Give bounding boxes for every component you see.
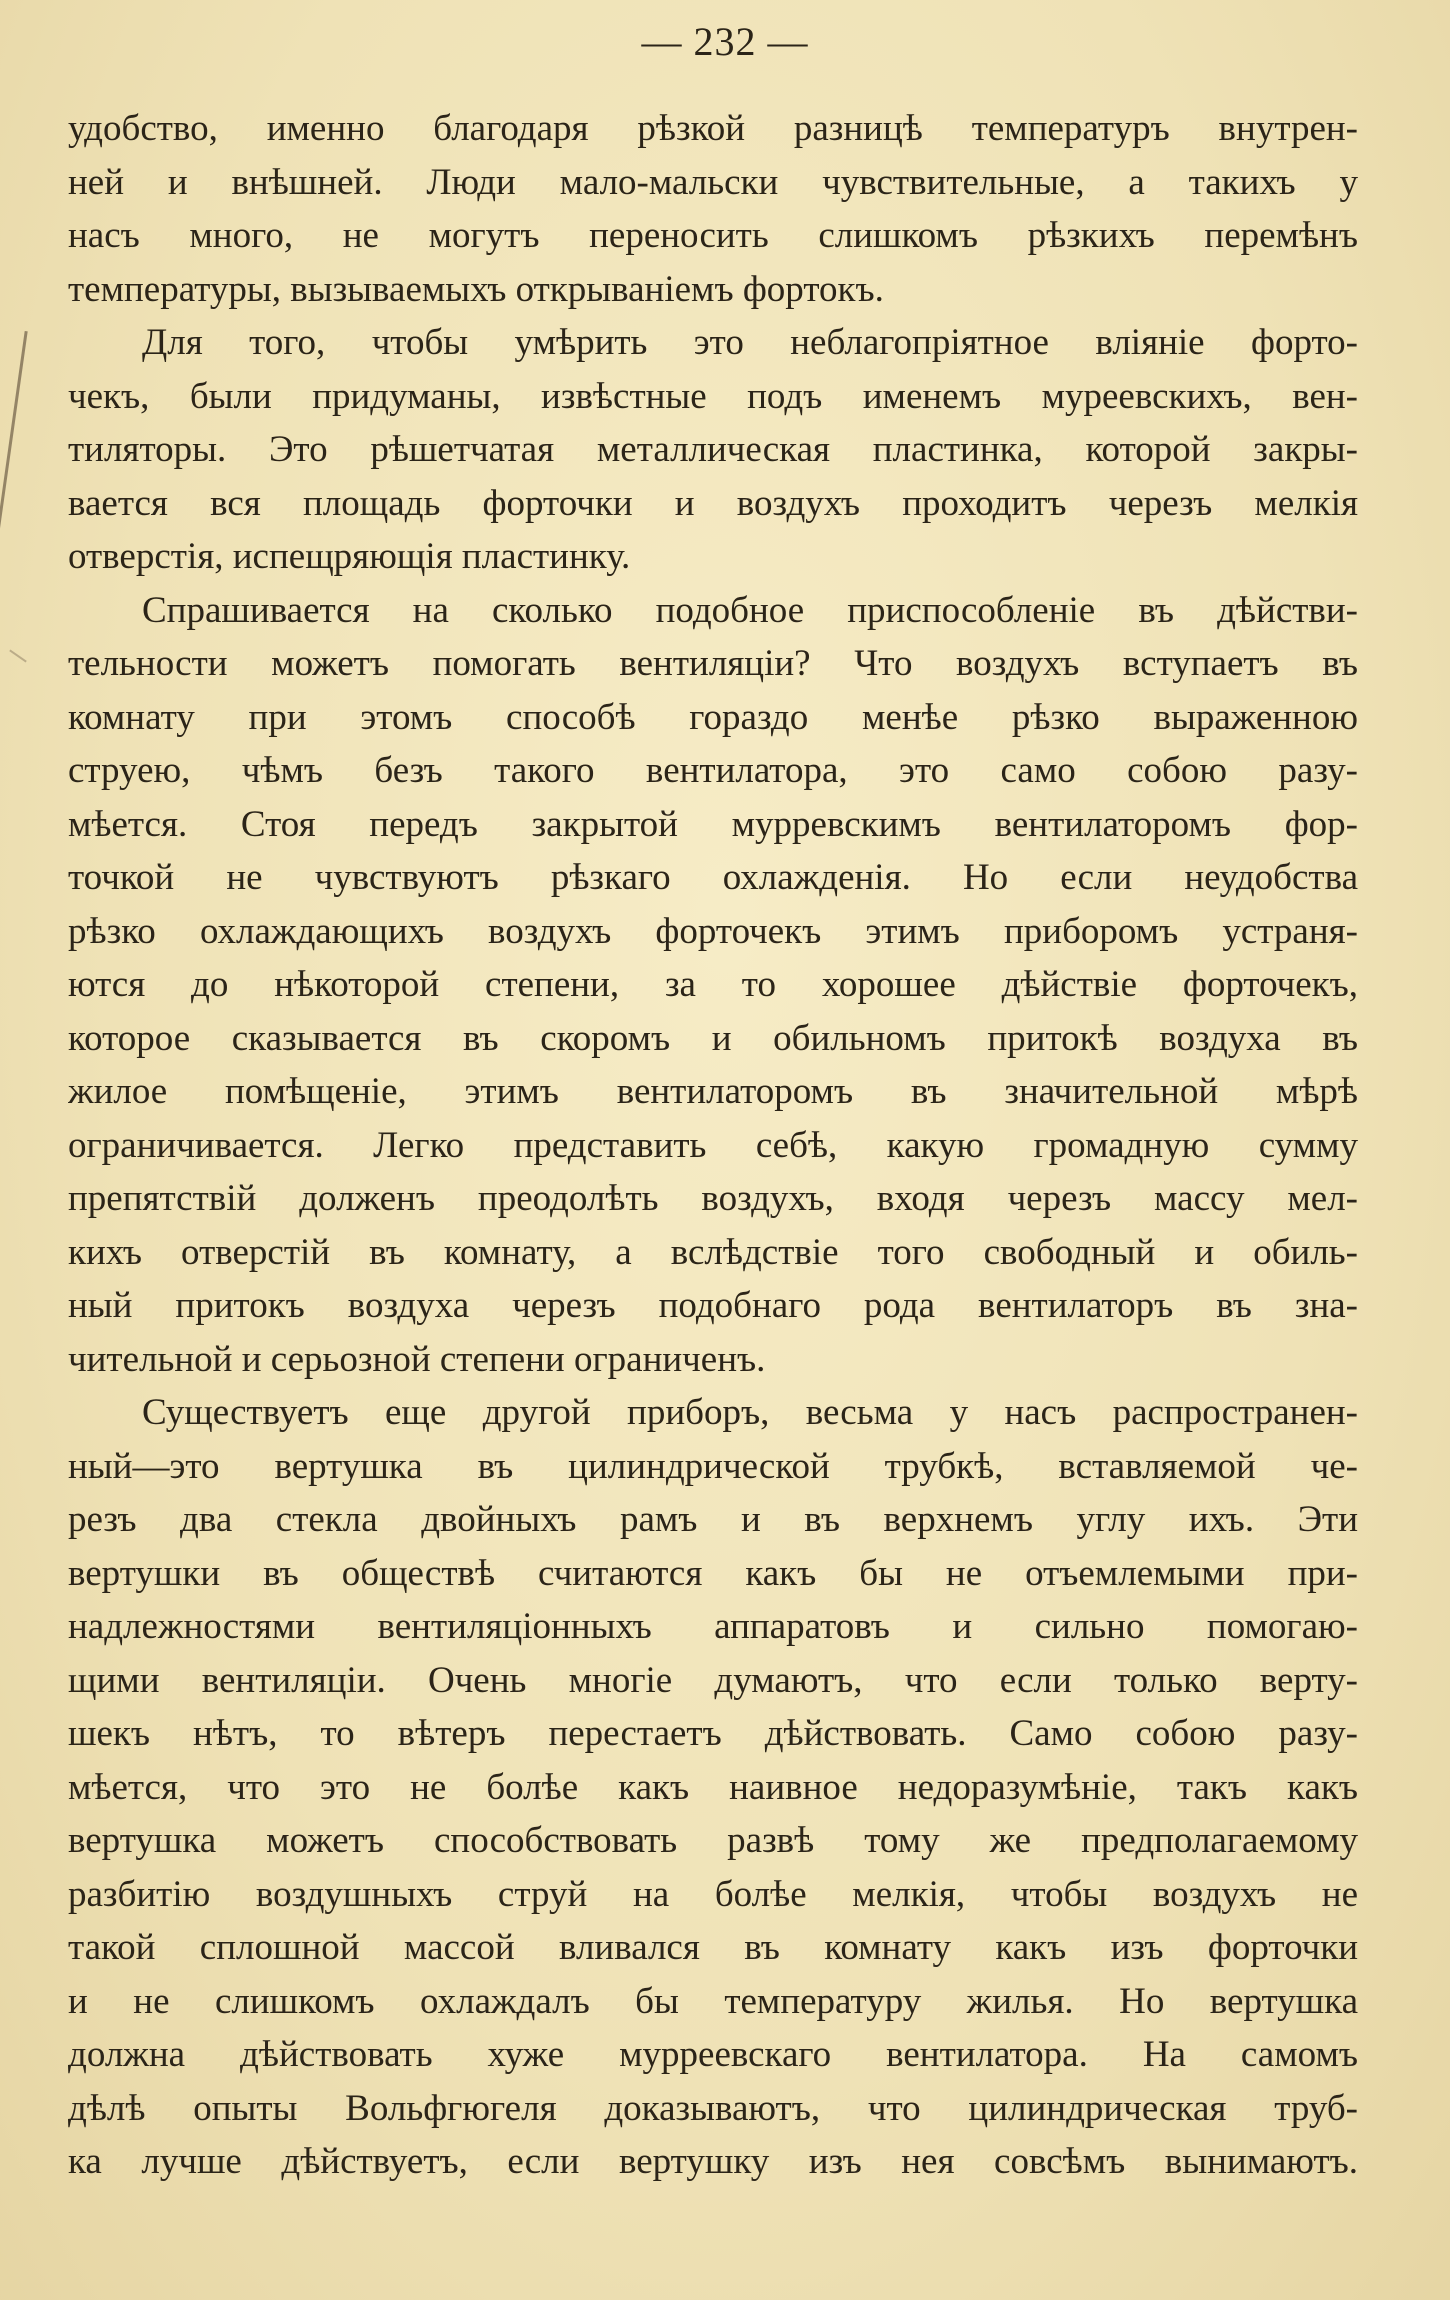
- text-line: ются до нѣкоторой степени, за то хорошее дѣйствіе форточекъ,: [68, 964, 1358, 1005]
- text-line: вается вся площадь форточки и воздухъ проходитъ черезъ мелкія: [68, 482, 1358, 524]
- text-line: кихъ отверстій въ комнату, а вслѣдствіе того свободный и обиль-: [68, 1231, 1358, 1273]
- text-line: отверстія, испещряющія пластинку.: [68, 536, 631, 577]
- text-line: вертушка можетъ способствовать развѣ тому же предполагаемому: [68, 1820, 1358, 1861]
- body-text: [68, 102, 1358, 2189]
- text-line: рѣзко охлаждающихъ воздухъ форточекъ этимъ приборомъ устраня-: [68, 910, 1358, 952]
- margin-tick-mark: [9, 649, 27, 662]
- text-line: Спрашивается на сколько подобное приспособленіе въ дѣйстви-: [142, 589, 1358, 631]
- text-line: мѣется. Стоя передъ закрытой мурревскимъ вентилаторомъ фор-: [68, 803, 1358, 845]
- text-line: и не слишкомъ охлаждалъ бы температуру жилья. Но вертушка: [68, 1980, 1358, 2022]
- text-line: жилое помѣщеніе, этимъ вентилаторомъ въ значительной мѣрѣ: [68, 1071, 1358, 1112]
- text-line: Для того, чтобы умѣрить это неблагопріятное вліяніе форто-: [142, 322, 1358, 363]
- text-line: шекъ нѣтъ, то вѣтеръ перестаетъ дѣйствовать. Само собою разу-: [68, 1713, 1358, 1754]
- text-line: ограничивается. Легко представить себѣ, какую громадную сумму: [68, 1124, 1358, 1166]
- text-line: препятствій долженъ преодолѣть воздухъ, входя черезъ массу мел-: [68, 1178, 1358, 1219]
- text-line: щими вентиляціи. Очень многіе думаютъ, что если только верту-: [68, 1659, 1358, 1701]
- margin-pencil-mark: [0, 331, 28, 569]
- text-line: мѣется, что это не болѣе какъ наивное недоразумѣніе, такъ какъ: [68, 1766, 1358, 1808]
- text-line: ный притокъ воздуха черезъ подобнаго рода вентилаторъ въ зна-: [68, 1285, 1358, 1326]
- text-line: ный—это вертушка въ цилиндрической трубкѣ, вставляемой че-: [68, 1445, 1358, 1487]
- text-line: удобство, именно благодаря рѣзкой разницѣ температуръ внутрен-: [68, 108, 1358, 149]
- text-line: насъ много, не могутъ переносить слишкомъ рѣзкихъ перемѣнъ: [68, 215, 1358, 256]
- text-line: разбитію воздушныхъ струй на болѣе мелкія, чтобы воздухъ не: [68, 1873, 1358, 1915]
- text-line: комнату при этомъ способѣ гораздо менѣе рѣзко выраженною: [68, 696, 1358, 738]
- text-line: точкой не чувствуютъ рѣзкаго охлажденія. Но если неудобства: [68, 857, 1358, 898]
- page-number: — 232 —: [641, 19, 809, 64]
- text-line: тельности можетъ помогать вентиляціи? Что воздухъ вступаетъ въ: [68, 643, 1358, 684]
- text-line: вертушки въ обществѣ считаются какъ бы не отъемлемыми при-: [68, 1552, 1358, 1594]
- text-line: резъ два стекла двойныхъ рамъ и въ верхнемъ углу ихъ. Эти: [68, 1499, 1358, 1540]
- text-line: такой сплошной массой вливался въ комнату какъ изъ форточки: [68, 1927, 1358, 1968]
- text-line: Существуетъ еще другой приборъ, весьма у насъ распространен-: [142, 1392, 1358, 1433]
- text-line: тиляторы. Это рѣшетчатая металлическая пластинка, которой закры-: [68, 429, 1358, 470]
- text-line: надлежностями вентиляціонныхъ аппаратовъ и сильно помогаю-: [68, 1606, 1358, 1647]
- text-line: должна дѣйствовать хуже мурреевскаго вентилатора. На самомъ: [68, 2034, 1358, 2075]
- text-line: чительной и серьозной степени ограниченъ.: [68, 1338, 766, 1380]
- text-line: ка лучше дѣйствуетъ, если вертушку изъ нея совсѣмъ вынимаютъ.: [68, 2141, 1358, 2182]
- text-line: которое сказывается въ скоромъ и обильномъ притокѣ воздуха въ: [68, 1017, 1358, 1059]
- text-line: струею, чѣмъ безъ такого вентилатора, это само собою разу-: [68, 750, 1358, 791]
- text-line: чекъ, были придуманы, извѣстные подъ именемъ муреевскихъ, вен-: [68, 375, 1358, 417]
- text-line: ней и внѣшней. Люди мало-мальски чувствительные, а такихъ у: [68, 161, 1358, 203]
- text-line: температуры, вызываемыхъ открываніемъ фортокъ.: [68, 268, 884, 310]
- text-line: дѣлѣ опыты Вольфгюгеля доказываютъ, что цилиндрическая труб-: [68, 2087, 1358, 2129]
